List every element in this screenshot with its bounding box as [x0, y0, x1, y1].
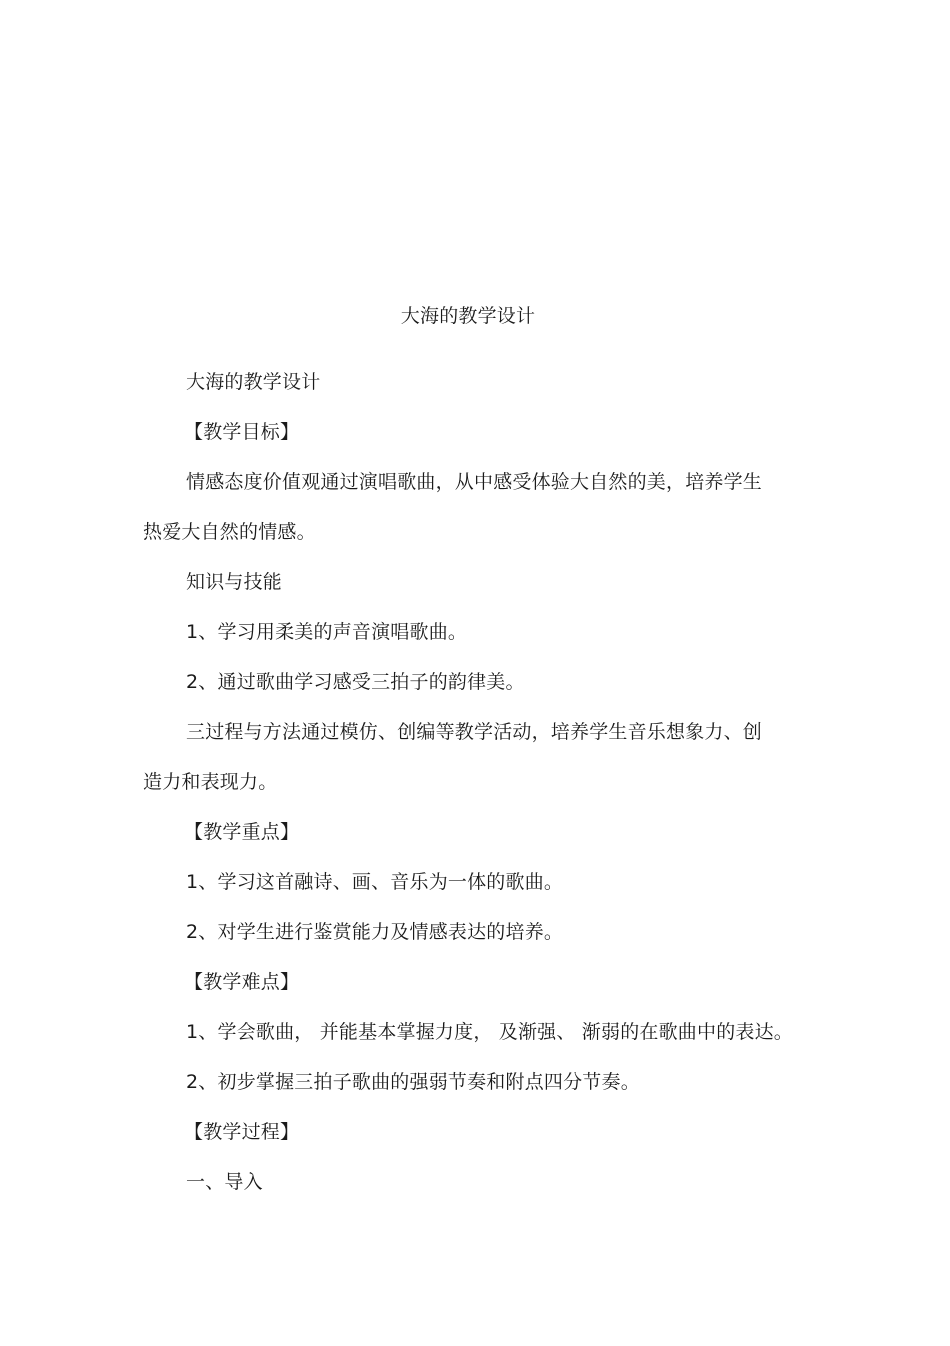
section-label: 知识与技能	[186, 571, 283, 593]
paragraph-line: 三过程与方法通过模仿、创编等教学活动，培养学生音乐想象力、创	[186, 721, 763, 743]
list-item: 1、学会歌曲， 并能基本掌握力度， 及渐强、 渐弱的在歌曲中的表达。	[186, 1021, 794, 1043]
list-item: 1、学习用柔美的声音演唱歌曲。	[186, 621, 468, 643]
paragraph-line: 热爱大自然的情感。	[143, 521, 316, 543]
list-item: 2、对学生进行鉴赏能力及情感表达的培养。	[186, 921, 564, 943]
heading-teaching-focus: 【教学重点】	[184, 821, 300, 843]
paragraph-line: 情感态度价值观通过演唱歌曲，从中感受体验大自然的美，培养学生	[186, 471, 763, 493]
document-title: 大海的教学设计	[400, 305, 536, 327]
heading-teaching-process: 【教学过程】	[184, 1121, 300, 1143]
paragraph-line: 造力和表现力。	[143, 771, 278, 793]
section-label: 一、导入	[186, 1171, 263, 1193]
list-item: 1、学习这首融诗、画、音乐为一体的歌曲。	[186, 871, 564, 893]
list-item: 2、初步掌握三拍子歌曲的强弱节奏和附点四分节奏。	[186, 1071, 640, 1093]
subtitle-line: 大海的教学设计	[186, 371, 321, 393]
heading-teaching-goals: 【教学目标】	[184, 421, 300, 443]
heading-teaching-difficulty: 【教学难点】	[184, 971, 300, 993]
list-item: 2、通过歌曲学习感受三拍子的韵律美。	[186, 671, 525, 693]
